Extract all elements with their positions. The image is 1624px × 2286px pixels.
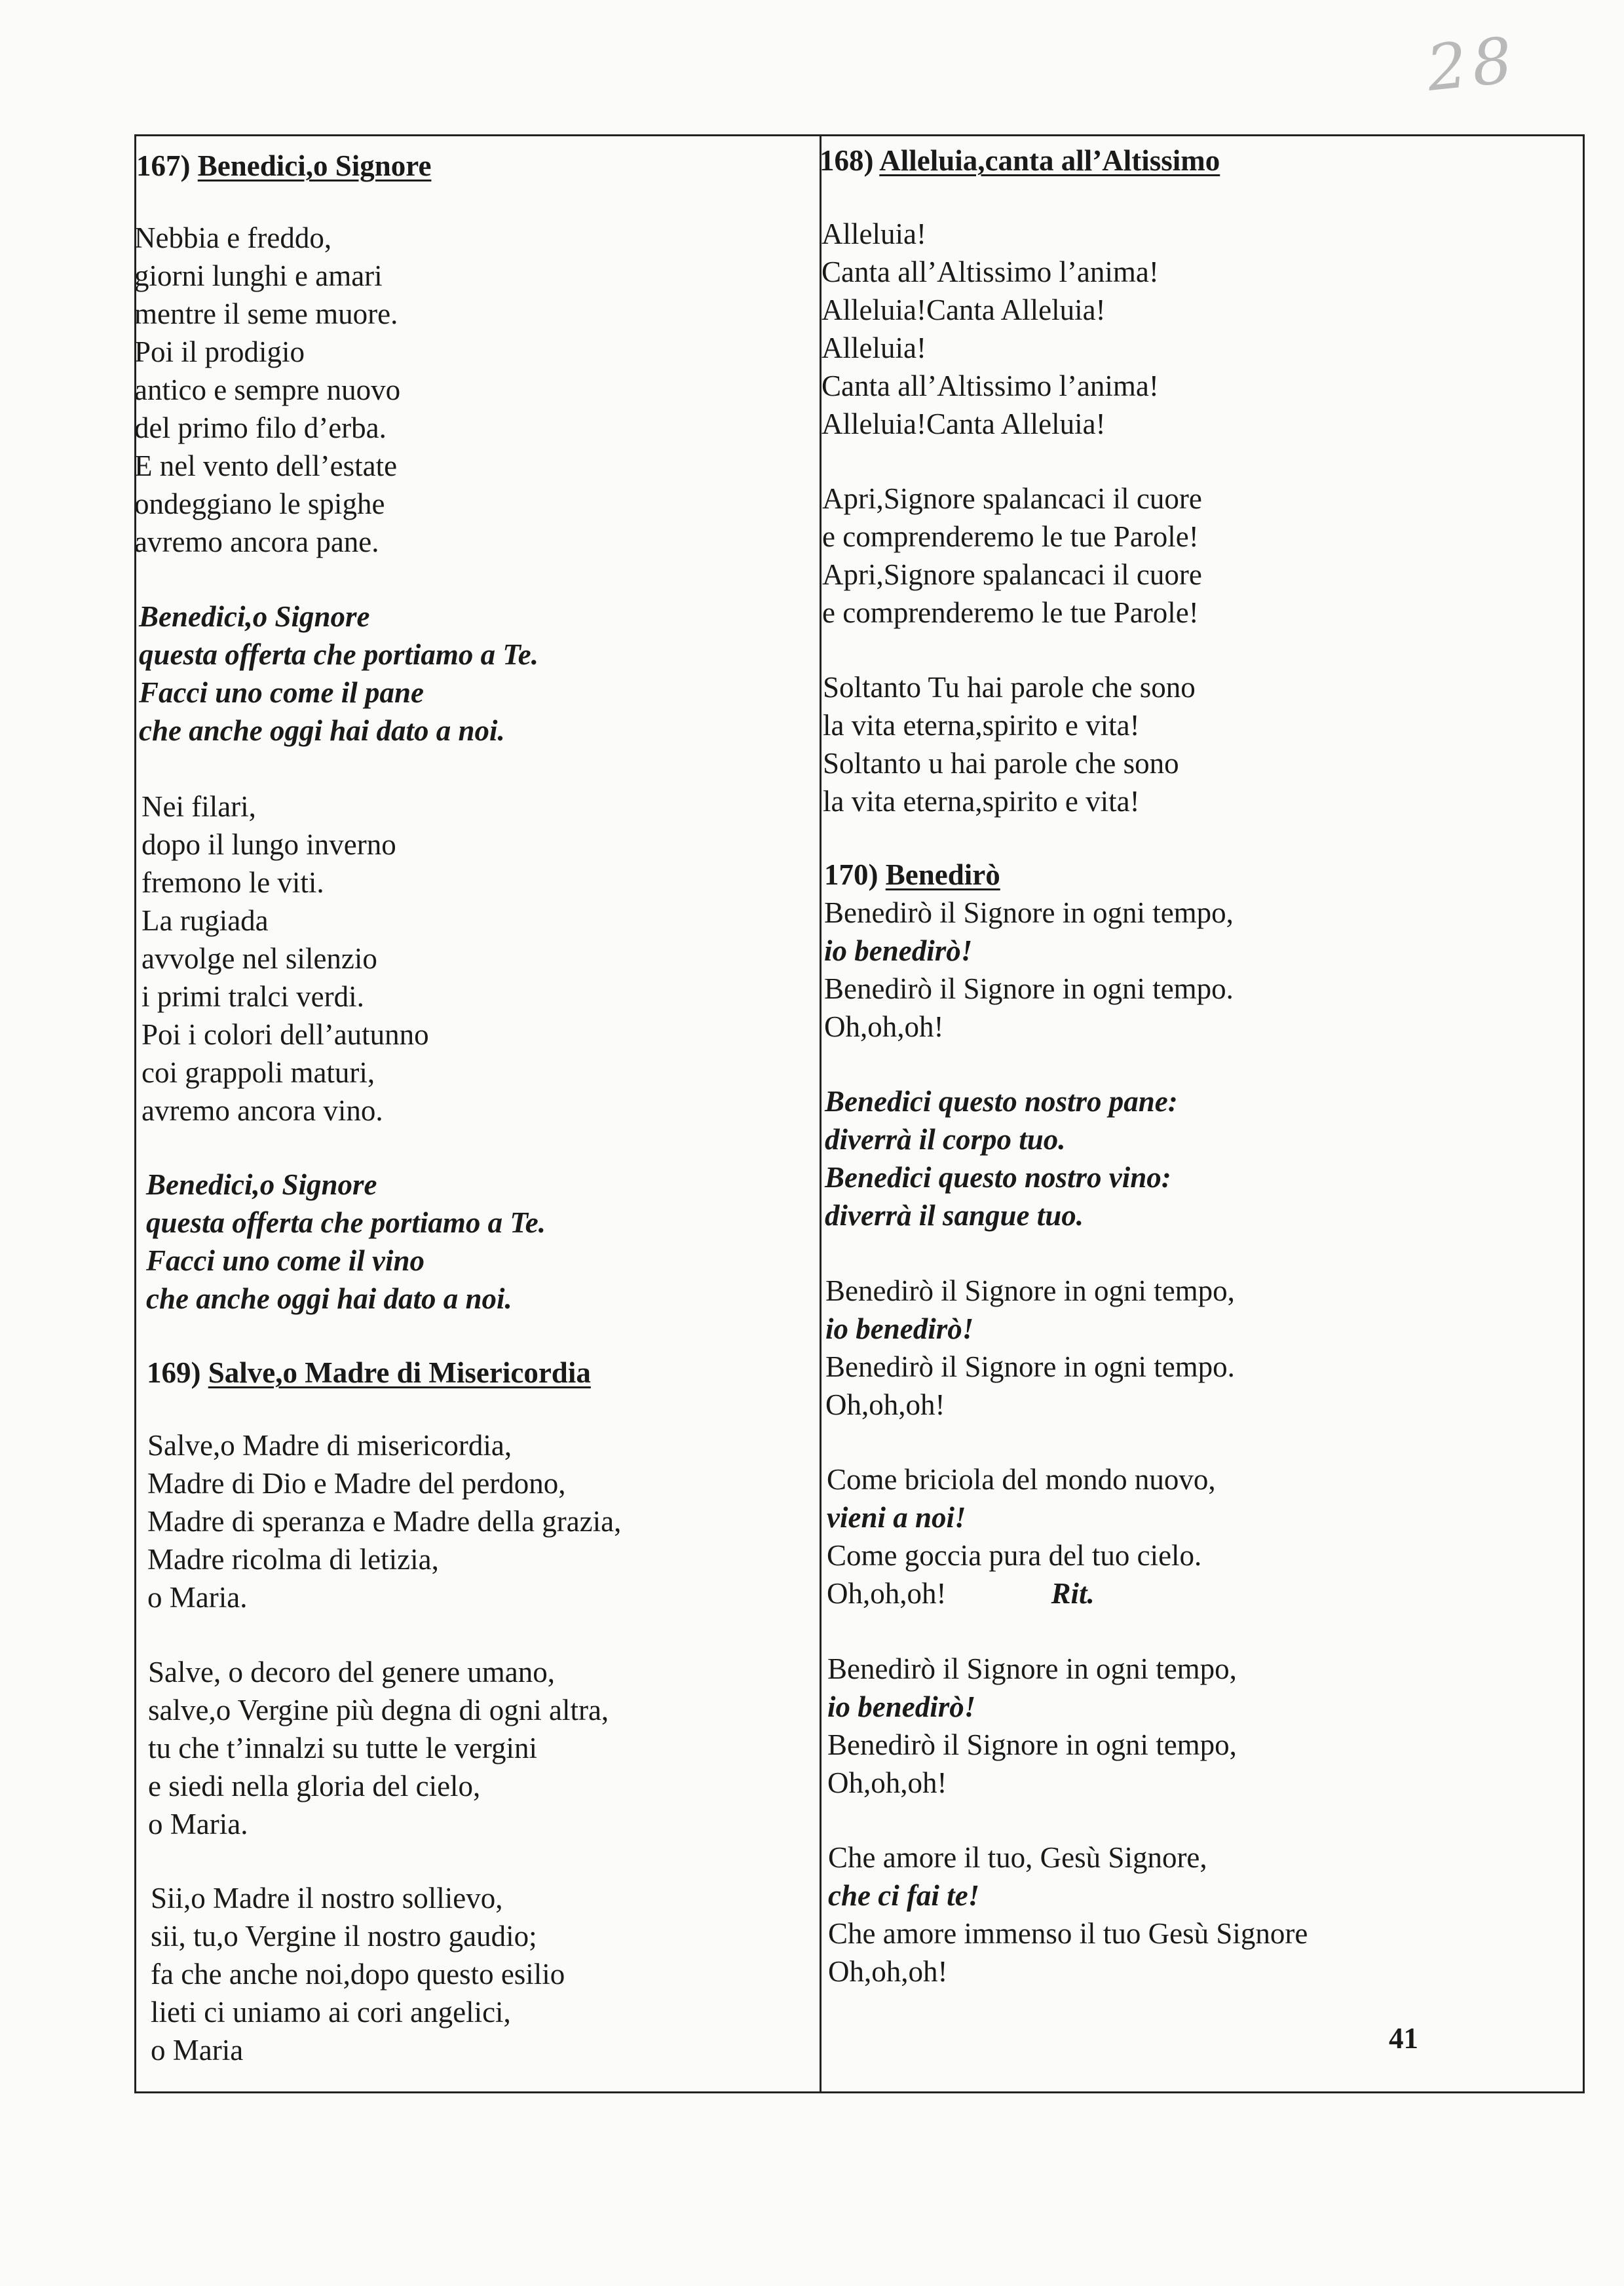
lyric-line: Che amore il tuo, Gesù Signore,: [828, 1841, 1207, 1874]
lyric-line: Benedirò il Signore in ogni tempo,: [827, 1652, 1237, 1685]
song-170-refrain-1: [824, 894, 1234, 1046]
chorus-line: Facci uno come il vino: [146, 1244, 425, 1277]
hymn-table: [134, 134, 1585, 2093]
lyric-line: Madre di Dio e Madre del perdono,: [147, 1467, 566, 1500]
lyric-line: Alleluia!Canta Alleluia!: [821, 408, 1106, 440]
song-169-number: 169): [147, 1356, 201, 1389]
song-170-title: Benedirò: [885, 858, 1000, 891]
song-170-verse-1: [827, 1460, 1216, 1612]
chorus-line: Benedici,o Signore: [146, 1168, 377, 1201]
lyric-line: ondeggiano le spighe: [134, 487, 385, 520]
song-169-title: Salve,o Madre di Misericordia: [208, 1356, 591, 1389]
lyric-line: antico e sempre nuovo: [134, 373, 401, 406]
song-168-stanza-2: [822, 480, 1202, 632]
lyric-line: mentre il seme muore.: [134, 297, 398, 330]
lyric-line: Canta all’Altissimo l’anima!: [821, 370, 1159, 402]
handwritten-page-mark: 28: [1423, 23, 1521, 105]
lyric-line: giorni lunghi e amari: [134, 259, 383, 292]
song-167-heading: [136, 147, 431, 185]
lyric-line: avvolge nel silenzio: [142, 942, 377, 975]
song-167-stanza-1: [134, 219, 400, 561]
lyric-line: Oh,oh,oh!: [824, 1010, 944, 1043]
lyric-line: che ci fai te!: [828, 1879, 980, 1912]
lyric-line: Salve, o decoro del genere umano,: [148, 1656, 556, 1688]
song-169-stanza-3: [151, 1879, 565, 2069]
lyric-line: dopo il lungo inverno: [142, 828, 396, 861]
lyric-line: salve,o Vergine più degna di ogni altra,: [148, 1694, 609, 1726]
lyric-line: Sii,o Madre il nostro sollievo,: [151, 1882, 503, 1915]
lyric-line: e siedi nella gloria del cielo,: [148, 1770, 481, 1802]
lyric-line: Benedirò il Signore in ogni tempo,: [825, 1274, 1235, 1307]
song-167-stanza-2: [142, 788, 429, 1130]
lyric-line: Madre ricolma di letizia,: [147, 1543, 439, 1576]
lyric-line: Apri,Signore spalancaci il cuore: [822, 558, 1202, 591]
song-167-title: Benedici,o Signore: [197, 149, 432, 182]
lyric-line: Alleluia!Canta Alleluia!: [821, 294, 1106, 326]
lyric-line: Benedirò il Signore in ogni tempo.: [824, 972, 1234, 1005]
song-168-number: 168): [820, 144, 874, 177]
song-170-verse-2: [828, 1838, 1308, 1991]
lyric-line: avremo ancora pane.: [134, 525, 379, 558]
lyric-line: Soltanto Tu hai parole che sono: [823, 671, 1196, 704]
song-168-stanza-1: [821, 215, 1159, 443]
lyric-line: Oh,oh,oh!: [828, 1955, 948, 1988]
song-170-refrain-2: [825, 1272, 1235, 1424]
lyric-line: i primi tralci verdi.: [142, 980, 364, 1013]
lyric-line: Come goccia pura del tuo cielo.: [827, 1539, 1202, 1572]
lyric-line: Soltanto u hai parole che sono: [823, 747, 1179, 780]
lyric-line: lieti ci uniamo ai cori angelici,: [151, 1996, 511, 2029]
lyric-line: vieni a noi!: [827, 1501, 966, 1534]
lyric-line: e comprenderemo le tue Parole!: [822, 520, 1199, 553]
lyric-line: Oh,oh,oh!: [827, 1766, 947, 1799]
song-167-chorus-2: [146, 1166, 546, 1318]
lyric-line: avremo ancora vino.: [142, 1094, 383, 1127]
lyric-line: Come briciola del mondo nuovo,: [827, 1463, 1216, 1496]
lyric-line: e comprenderemo le tue Parole!: [822, 596, 1199, 629]
lyric-line: fremono le viti.: [142, 866, 324, 899]
lyric-line: Alleluia!: [821, 218, 926, 250]
lyric-line: Apri,Signore spalancaci il cuore: [822, 482, 1202, 515]
lyric-line: Nebbia e freddo,: [134, 221, 332, 254]
song-168-stanza-3: [823, 668, 1196, 820]
song-167-number: 167): [136, 149, 191, 182]
song-168-title: Alleluia,canta all’Altissimo: [879, 144, 1220, 177]
lyric-line: E nel vento dell’estate: [134, 449, 398, 482]
song-170-number: 170): [824, 858, 878, 891]
chorus-line: questa offerta che portiamo a Te.: [146, 1206, 546, 1239]
lyric-line: o Maria.: [147, 1581, 248, 1614]
lyric-line: del primo filo d’erba.: [134, 411, 387, 444]
lyric-line: io benedirò!: [825, 1312, 974, 1345]
chorus-line: Benedici questo nostro pane:: [825, 1085, 1178, 1118]
lyric-line: fa che anche noi,dopo questo esilio: [151, 1958, 565, 1991]
song-169-stanza-1: [147, 1426, 621, 1616]
chorus-line: Benedici questo nostro vino:: [825, 1161, 1171, 1194]
lyric-line-with-rit: [827, 1574, 1216, 1612]
lyric-line: sii, tu,o Vergine il nostro gaudio;: [151, 1920, 537, 1953]
chorus-line: che anche oggi hai dato a noi.: [146, 1282, 512, 1315]
lyric-line: Poi i colori dell’autunno: [142, 1018, 429, 1051]
lyric-line: o Maria: [151, 2034, 244, 2067]
lyric-line: io benedirò!: [827, 1690, 976, 1723]
lyric-line: Benedirò il Signore in ogni tempo,: [827, 1728, 1237, 1761]
lyric-line: Canta all’Altissimo l’anima!: [821, 256, 1159, 288]
lyric-line: Oh,oh,oh!: [825, 1388, 945, 1421]
song-169-stanza-2: [148, 1653, 609, 1843]
lyric-line: Nei filari,: [142, 790, 256, 823]
lyric-line: Poi il prodigio: [134, 335, 305, 368]
chorus-line: questa offerta che portiamo a Te.: [139, 638, 538, 671]
lyric-line: tu che t’innalzi su tutte le vergini: [148, 1732, 538, 1764]
lyric-line: io benedirò!: [824, 934, 973, 967]
chorus-line: che anche oggi hai dato a noi.: [139, 714, 505, 747]
lyric-line: Benedirò il Signore in ogni tempo.: [825, 1350, 1235, 1383]
lyric-line: coi grappoli maturi,: [142, 1056, 375, 1089]
lyric-line: La rugiada: [142, 904, 269, 937]
lyric-line: o Maria.: [148, 1808, 248, 1840]
lyric-line: Madre di speranza e Madre della grazia,: [147, 1505, 622, 1538]
chorus-line: Facci uno come il pane: [139, 676, 424, 709]
lyric-line: Oh,oh,oh!: [827, 1577, 947, 1610]
lyric-line: Benedirò il Signore in ogni tempo,: [824, 896, 1234, 929]
lyric-line: Alleluia!: [821, 332, 926, 364]
lyric-line: la vita eterna,spirito e vita!: [823, 785, 1140, 818]
rit-marker: Rit.: [1051, 1577, 1095, 1610]
lyric-line: Che amore immenso il tuo Gesù Signore: [828, 1917, 1308, 1950]
song-170-heading: [824, 856, 1000, 894]
song-168-heading: [820, 142, 1220, 180]
page-number: 41: [1389, 2022, 1418, 2055]
chorus-line: diverrà il corpo tuo.: [825, 1123, 1066, 1156]
lyric-line: Salve,o Madre di misericordia,: [147, 1429, 512, 1462]
song-167-chorus-1: [139, 598, 538, 750]
song-170-refrain-3: [827, 1650, 1237, 1802]
song-170-chorus: [825, 1082, 1178, 1234]
chorus-line: diverrà il sangue tuo.: [825, 1199, 1084, 1232]
chorus-line: Benedici,o Signore: [139, 600, 370, 633]
lyric-line: la vita eterna,spirito e vita!: [823, 709, 1140, 742]
song-169-heading: [147, 1354, 591, 1392]
